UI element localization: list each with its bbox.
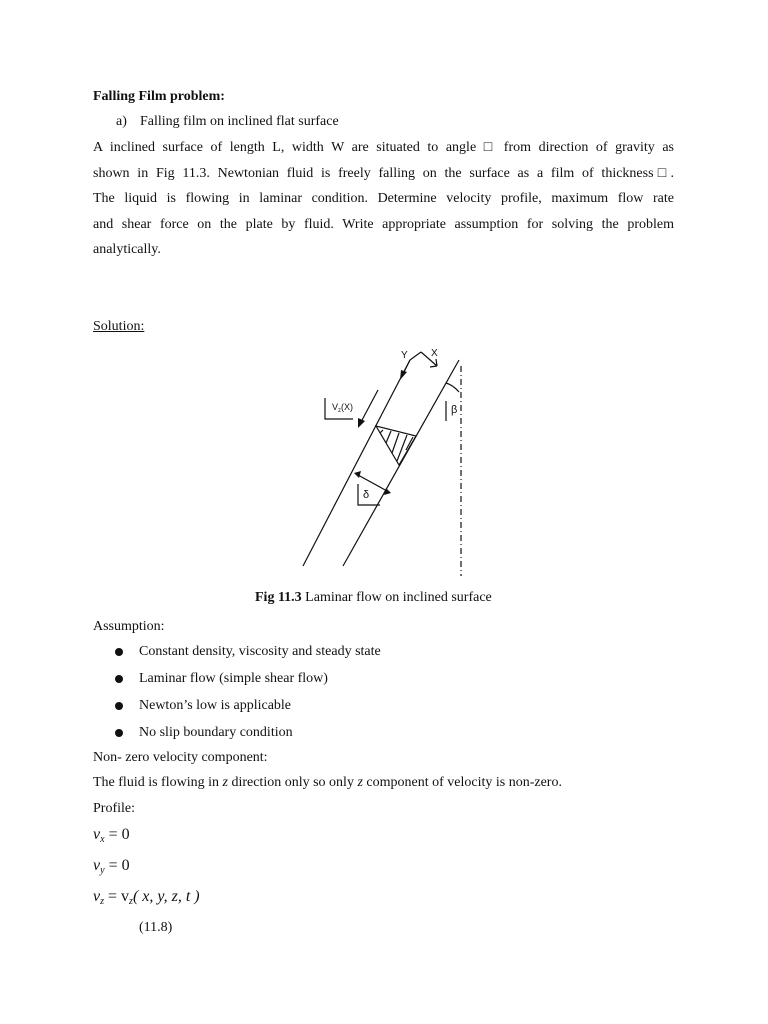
velocity-arrow [361, 390, 378, 422]
sub-item-text: Falling film on inclined flat surface [140, 114, 339, 129]
angle-label: β [451, 404, 458, 416]
equation-vx: $v_x = 0$ [93, 826, 130, 845]
assumption-item: Newton’s low is applicable [139, 698, 292, 713]
sub-item-marker: a) [116, 114, 127, 129]
problem-heading: Falling Film problem: [93, 89, 225, 104]
assumption-item: Laminar flow (simple shear flow) [139, 671, 328, 686]
inclined-plate-line [303, 360, 410, 566]
x-axis-line [410, 352, 421, 360]
equation-vy: $v_y = 0$ [93, 857, 130, 876]
caption-text: Laminar flow on inclined surface [301, 590, 492, 605]
thickness-label: δ [363, 489, 370, 501]
paragraph-line: A inclined surface of length L, width W are situated to angle □ from direction of gravity as [93, 140, 674, 155]
nonzero-label: Non- zero velocity component: [93, 750, 268, 765]
velocity-label: $V_z(X)$ [332, 402, 354, 414]
assumption-item: Constant density, viscosity and steady state [139, 644, 381, 659]
paragraph-line: shown in Fig 11.3. Newtonian fluid is freely falling on the surface as a film of thickness□. [93, 166, 674, 181]
paragraph-line: analytically. [93, 242, 161, 257]
y-axis-arrow [404, 360, 410, 372]
paragraph-line: and shear force on the plate by fluid. Write appropriate assumption for solving the problem [93, 217, 674, 232]
angle-arc [446, 383, 459, 392]
bullet [115, 702, 123, 710]
bullet [115, 648, 123, 656]
paragraph-line: The liquid is flowing in laminar condition. Determine velocity profile, maximum flow rate [93, 191, 674, 206]
velocity-profile-triangle [376, 426, 416, 465]
free-surface-line [343, 360, 459, 566]
equation-number: (11.8) [139, 920, 173, 935]
laminar-flow-figure [0, 340, 768, 600]
equation-vz: $v_z = v_z$( x, y, z, t ) [93, 888, 200, 907]
y-axis-label: Y [401, 350, 408, 361]
profile-label: Profile: [93, 801, 135, 816]
solution-label: Solution: [93, 319, 145, 334]
figure-caption [255, 589, 492, 607]
bullet [115, 675, 123, 683]
caption-number: Fig 11.3 [255, 590, 302, 605]
bullet [115, 729, 123, 737]
assumption-label: Assumption: [93, 619, 165, 634]
x-axis-label: X [431, 348, 438, 359]
assumption-item: No slip boundary condition [139, 725, 293, 740]
nonzero-text: The fluid is flowing in z direction only so only z component of velocity is non-zero. [93, 775, 562, 790]
